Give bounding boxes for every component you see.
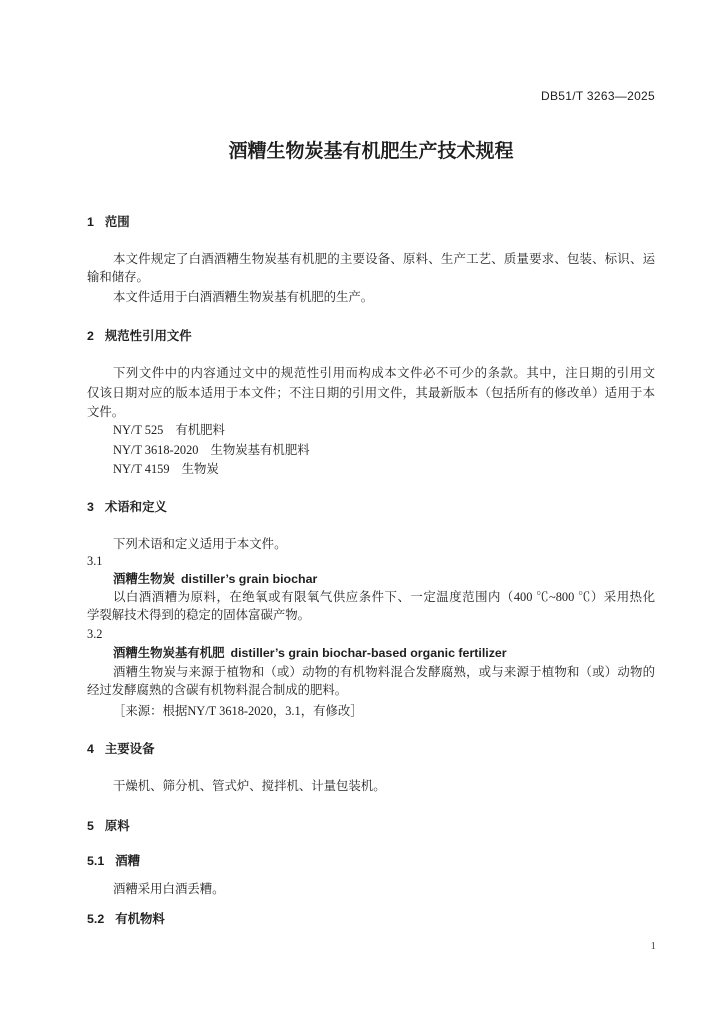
section-heading <box>87 817 130 835</box>
reference-code: NY/T 3618-2020 <box>113 443 199 457</box>
reference-name: 有机肥料 <box>175 423 225 437</box>
page-number: 1 <box>650 940 656 952</box>
reference-name: 生物炭 <box>181 462 219 476</box>
paragraph-line: 本文件适用于白酒酒糟生物炭基有机肥的生产。 <box>113 290 374 304</box>
term-en: distiller’s grain biochar <box>180 572 318 586</box>
definition-line: 经过发酵腐熟的含碳有机物料混合制成的肥料。 <box>87 683 348 697</box>
paragraph-line: 下列术语和定义适用于本文件。 <box>113 537 287 551</box>
paragraph-line: 下列文件中的内容通过文中的规范性引用而构成本文件必不可少的条款。其中，注日期的引用文 <box>113 366 655 380</box>
paragraph-line: 输和储存。 <box>87 270 149 284</box>
reference-item <box>113 460 219 478</box>
section-number: 5 <box>87 819 94 833</box>
term-zh: 酒糟生物炭 <box>113 572 175 586</box>
term-entry <box>113 644 507 662</box>
subsection-number: 5.1 <box>87 854 105 868</box>
term-entry <box>113 570 317 588</box>
paragraph-line: 干燥机、筛分机、管式炉、搅拌机、计量包装机。 <box>113 779 386 793</box>
reference-item <box>113 441 310 459</box>
definition-line: 酒糟生物炭与来源于植物和（或）动物的有机物料混合发酵腐熟，或与来源于植物和（或）动物的 <box>113 665 655 679</box>
section-number: 4 <box>87 742 94 756</box>
reference-code: NY/T 525 <box>113 423 164 437</box>
section-number: 2 <box>87 329 94 343</box>
section-number: 3 <box>87 500 94 514</box>
document-code: DB51/T 3263—2025 <box>541 89 655 103</box>
section-title: 范围 <box>104 215 130 229</box>
section-title: 主要设备 <box>104 742 155 756</box>
term-zh: 酒糟生物炭基有机肥 <box>113 646 225 660</box>
reference-name: 生物炭基有机肥料 <box>210 443 310 457</box>
section-heading <box>87 213 130 231</box>
subsection-heading <box>87 910 165 928</box>
document-title: 酒糟生物炭基有机肥生产技术规程 <box>228 141 514 162</box>
term-number: 3.2 <box>87 627 103 641</box>
section-heading <box>87 740 154 758</box>
subsection-heading <box>87 852 140 870</box>
subsection-number: 5.2 <box>87 912 105 926</box>
reference-code: NY/T 4159 <box>113 462 170 476</box>
term-number: 3.1 <box>87 554 103 568</box>
definition-line: 学裂解技术得到的稳定的固体富碳产物。 <box>87 608 311 622</box>
section-title: 规范性引用文件 <box>104 329 192 343</box>
paragraph-line: 酒糟采用白酒丢糟。 <box>113 882 225 896</box>
section-heading <box>87 327 192 345</box>
section-title: 术语和定义 <box>104 500 167 514</box>
definition-line: 以白酒酒糟为原料，在绝氧或有限氧气供应条件下、一定温度范围内（400 ℃~800 ℃）采用热化 <box>113 590 655 604</box>
reference-item <box>113 421 225 439</box>
source-note: ［来源：根据NY/T 3618-2020，3.1，有修改］ <box>113 704 363 718</box>
subsection-title: 有机物料 <box>115 912 165 926</box>
paragraph-line: 本文件规定了白酒酒糟生物炭基有机肥的主要设备、原料、生产工艺、质量要求、包装、标识、运 <box>113 252 655 266</box>
section-number: 1 <box>87 215 94 229</box>
section-heading <box>87 498 167 516</box>
term-en: distiller’s grain biochar-based organic fertilizer <box>230 646 507 660</box>
paragraph-line: 文件。 <box>87 405 125 419</box>
section-title: 原料 <box>104 819 130 833</box>
subsection-title: 酒糟 <box>115 854 141 868</box>
paragraph-line: 仅该日期对应的版本适用于本文件；不注日期的引用文件，其最新版本（包括所有的修改单）适用于本 <box>87 386 655 400</box>
